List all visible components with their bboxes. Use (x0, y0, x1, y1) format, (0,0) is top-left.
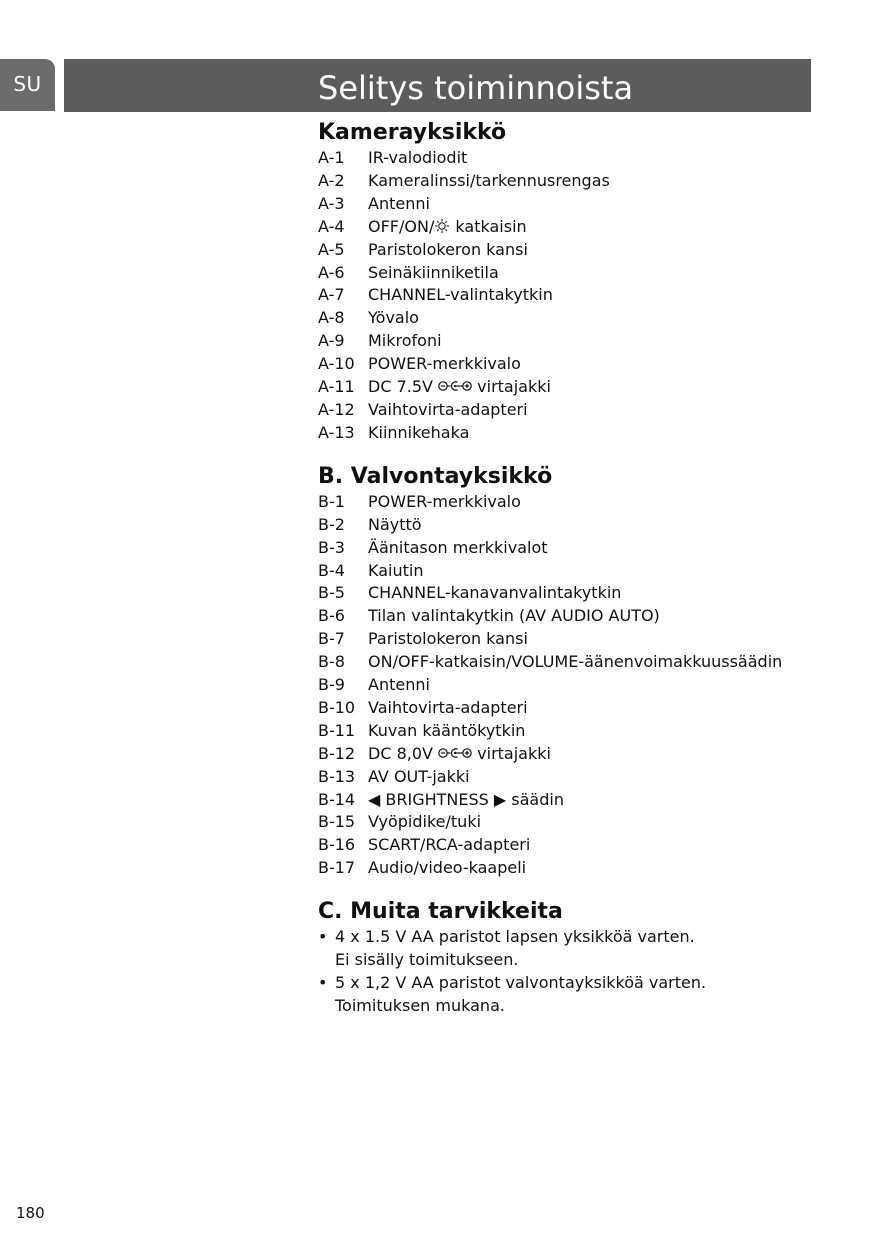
item-code: B-1 (318, 491, 345, 511)
dc-polarity-icon (438, 378, 472, 394)
item-label (368, 789, 818, 812)
item-label: Seinäkiinniketila (368, 262, 499, 282)
item-code: B-10 (318, 697, 356, 717)
list-item (318, 193, 818, 216)
item-label (368, 743, 818, 766)
list-item (318, 262, 818, 285)
bullet-line: 4 x 1.5 V AA paristot lapsen yksikköä varten. (335, 927, 695, 947)
item-label: Kameralinssi/tarkennusrengas (368, 170, 610, 190)
item-code: B-15 (318, 812, 356, 832)
item-code: A-13 (318, 422, 355, 442)
list-item (318, 353, 818, 376)
item-label (368, 216, 818, 239)
camera-unit-list (318, 147, 818, 445)
item-code: A-7 (318, 285, 345, 305)
page-number: 180 (16, 1204, 45, 1222)
item-code: B-13 (318, 766, 356, 786)
list-item (318, 284, 818, 307)
list-item (318, 605, 818, 628)
list-item (318, 834, 818, 857)
list-item (318, 330, 818, 353)
bullet-line: Toimituksen mukana. (335, 995, 505, 1015)
item-label: Yövalo (368, 308, 419, 328)
list-item (318, 697, 818, 720)
item-label: Paristolokeron kansi (368, 239, 528, 259)
section-heading-monitor-unit: B. Valvontayksikkö (318, 463, 553, 489)
bullet-line: Ei sisälly toimitukseen. (335, 950, 519, 970)
item-code: A-5 (318, 239, 345, 259)
accessories-list (318, 926, 818, 1018)
item-label: Vyöpidike/tuki (368, 812, 482, 832)
list-item (318, 239, 818, 262)
list-item (318, 926, 818, 972)
item-label: Antenni (368, 675, 430, 695)
item-code: A-1 (318, 148, 345, 167)
item-label-suffix: katkaisin (450, 216, 527, 236)
item-label-prefix: ◀ BRIGHTNESS ▶ (368, 789, 507, 809)
list-item (318, 789, 818, 812)
list-item (318, 811, 818, 834)
list-item (318, 766, 818, 789)
bullet-line: 5 x 1,2 V AA paristot valvontayksikköä varten. (335, 973, 707, 992)
item-code: B-5 (318, 583, 345, 603)
list-item (318, 170, 818, 193)
list-item (318, 216, 818, 239)
item-label: Tilan valintakytkin (AV AUDIO AUTO) (368, 606, 660, 626)
item-code: B-8 (318, 652, 345, 672)
item-label: Vaihtovirta-adapteri (368, 399, 528, 419)
item-code: A-11 (318, 377, 355, 397)
page-title: Selitys toiminnoista (318, 69, 634, 107)
item-code: B-9 (318, 675, 345, 695)
dc-polarity-icon (438, 745, 472, 761)
list-item (318, 651, 818, 674)
item-label: Antenni (368, 193, 430, 213)
nightlight-icon (434, 218, 450, 234)
bullet-icon: • (318, 927, 328, 947)
list-item (318, 972, 818, 1018)
item-code: B-2 (318, 514, 345, 534)
item-code: A-3 (318, 193, 345, 213)
language-tab: SU (0, 59, 55, 111)
item-code: B-12 (318, 743, 356, 763)
item-label: Vaihtovirta-adapteri (368, 697, 528, 717)
item-label: ON/OFF-katkaisin/VOLUME-äänenvoimakkuussäädin (368, 652, 783, 672)
monitor-unit-list (318, 491, 818, 880)
item-label: IR-valodiodit (368, 148, 468, 167)
bullet-icon: • (318, 973, 328, 992)
item-label: Näyttö (368, 514, 422, 534)
list-item (318, 147, 818, 170)
item-code: A-9 (318, 331, 345, 351)
item-code: B-6 (318, 606, 345, 626)
item-code: A-12 (318, 399, 355, 419)
item-code: B-14 (318, 789, 356, 809)
item-label: Kuvan kääntökytkin (368, 720, 526, 740)
list-item (318, 582, 818, 605)
item-label: CHANNEL-valintakytkin (368, 285, 553, 305)
list-item (318, 514, 818, 537)
list-item (318, 857, 818, 880)
item-label: AV OUT-jakki (368, 766, 470, 786)
list-item (318, 537, 818, 560)
item-label: POWER-merkkivalo (368, 354, 521, 374)
content (318, 119, 818, 1018)
item-label: Paristolokeron kansi (368, 629, 528, 649)
list-item (318, 307, 818, 330)
item-label: Äänitason merkkivalot (368, 537, 548, 557)
item-label-suffix: virtajakki (472, 743, 551, 763)
item-code: B-17 (318, 858, 356, 878)
item-code: A-10 (318, 354, 355, 374)
item-label: Kiinnikehaka (368, 422, 470, 442)
list-item (318, 399, 818, 422)
item-label-prefix: DC 8,0V (368, 743, 439, 763)
item-label-suffix: virtajakki (472, 377, 551, 397)
list-item (318, 560, 818, 583)
item-label: SCART/RCA-adapteri (368, 835, 531, 855)
item-label: POWER-merkkivalo (368, 491, 521, 511)
list-item (318, 376, 818, 399)
list-item (318, 720, 818, 743)
title-bar (64, 59, 811, 112)
item-code: A-6 (318, 262, 345, 282)
list-item (318, 743, 818, 766)
item-label-prefix: DC 7.5V (368, 377, 439, 397)
item-code: B-11 (318, 720, 356, 740)
list-item (318, 491, 818, 514)
item-label-suffix: säädin (506, 789, 564, 809)
list-item (318, 422, 818, 445)
item-label: Mikrofoni (368, 331, 442, 351)
item-label: Kaiutin (368, 560, 424, 580)
item-label: CHANNEL-kanavanvalintakytkin (368, 583, 622, 603)
item-code: B-16 (318, 835, 356, 855)
item-code: A-8 (318, 308, 345, 328)
item-code: B-4 (318, 560, 345, 580)
item-code: B-3 (318, 537, 345, 557)
item-code: B-7 (318, 629, 345, 649)
section-heading-camera-unit: Kamerayksikkö (318, 120, 507, 145)
list-item (318, 674, 818, 697)
item-label-prefix: OFF/ON/ (368, 216, 435, 236)
list-item (318, 628, 818, 651)
item-code: A-4 (318, 216, 345, 236)
item-code: A-2 (318, 170, 345, 190)
section-heading-accessories: C. Muita tarvikkeita (318, 899, 563, 925)
item-label: Audio/video-kaapeli (368, 858, 527, 878)
item-label (368, 376, 818, 399)
